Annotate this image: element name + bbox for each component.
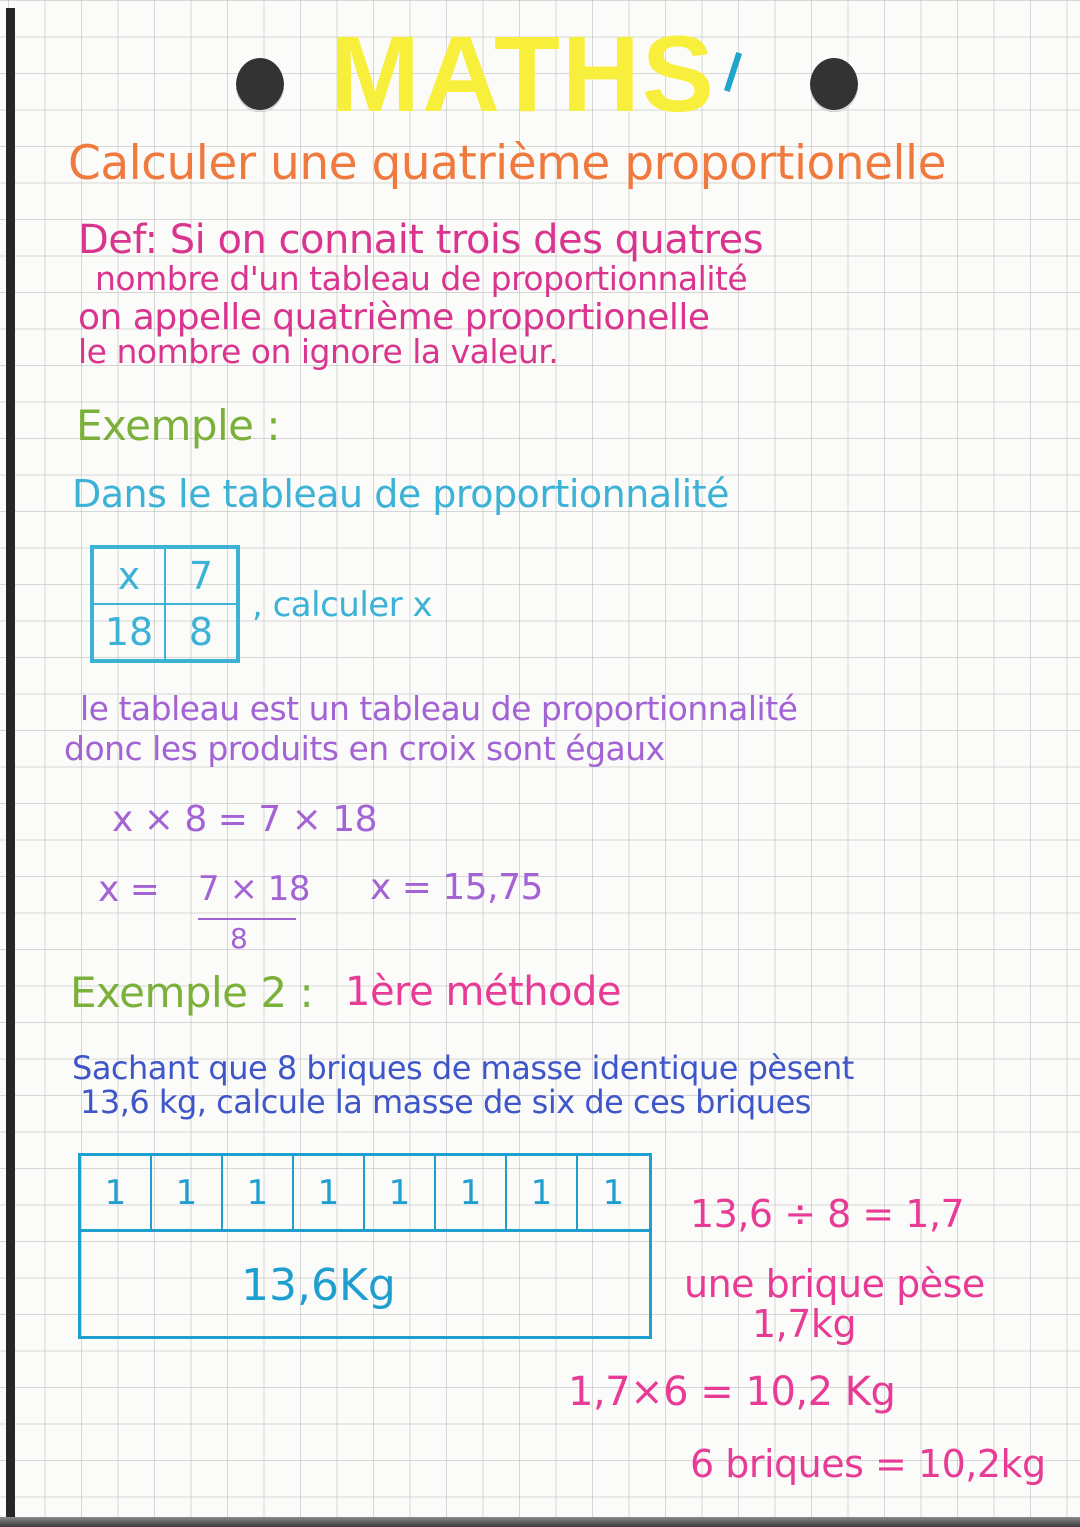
equation-result: x = 15,75 [370, 867, 543, 908]
bar-unit: 1 [294, 1156, 365, 1229]
bar-unit: 1 [507, 1156, 578, 1229]
bar-unit: 1 [81, 1156, 152, 1229]
bar-unit: 1 [365, 1156, 436, 1229]
fraction-bar [198, 918, 296, 920]
paper-binding-edge [6, 8, 15, 1520]
problem-line-2: 13,6 kg, calcule la masse de six de ces briques [80, 1083, 811, 1121]
table-cell: x [93, 548, 165, 604]
definition-line-3: on appelle quatrième proportionelle [78, 297, 710, 338]
punch-hole-right [810, 58, 858, 112]
example1-intro: Dans le tableau de proportionnalité [72, 472, 729, 516]
bar-unit: 1 [152, 1156, 223, 1229]
problem-line-1: Sachant que 8 briques de masse identique pèsent [72, 1049, 854, 1087]
definition-line-2: nombre d'un tableau de proportionnalité [95, 259, 748, 298]
step-one-brick: une brique pèse [684, 1262, 985, 1306]
definition-line-1: Def: Si on connait trois des quatres [78, 217, 764, 263]
step-multiplication: 1,7×6 = 10,2 Kg [568, 1369, 896, 1415]
equation-cross-product: x × 8 = 7 × 18 [112, 799, 378, 840]
bar-unit: 1 [436, 1156, 507, 1229]
equation-denominator: 8 [230, 922, 248, 955]
bar-units-row [81, 1156, 649, 1232]
equation-numerator: 7 × 18 [198, 869, 310, 909]
table-cell: 18 [93, 604, 165, 660]
table-cell: 7 [165, 548, 237, 604]
paper-bottom-edge [0, 1517, 1080, 1527]
example1-heading: Exemple : [76, 401, 281, 450]
bar-unit: 1 [223, 1156, 294, 1229]
table-cell: 8 [165, 604, 237, 660]
bar-total: 13,6Kg [241, 1260, 396, 1311]
step-conclusion: 6 briques = 10,2kg [690, 1442, 1046, 1486]
explanation-line-1: le tableau est un tableau de proportionnalité [80, 689, 798, 728]
explanation-line-2: donc les produits en croix sont égaux [64, 729, 665, 768]
example2-method: 1ère méthode [345, 969, 622, 1015]
bar-unit: 1 [602, 1172, 625, 1213]
punch-hole-left [236, 58, 284, 112]
example2-heading: Exemple 2 : [70, 968, 314, 1017]
step-one-brick-value: 1,7kg [752, 1302, 857, 1346]
step-division: 13,6 ÷ 8 = 1,7 [690, 1192, 965, 1236]
page-title: MATHS [330, 13, 716, 134]
bar-model-diagram [78, 1153, 652, 1339]
lesson-subtitle: Calculer une quatrième proportionelle [68, 136, 947, 191]
proportionality-table [90, 545, 240, 663]
example1-instruction: , calculer x [252, 585, 433, 625]
pen-mark [724, 52, 742, 92]
definition-line-4: le nombre on ignore la valeur. [78, 332, 559, 371]
equation-lhs: x = [98, 869, 160, 910]
